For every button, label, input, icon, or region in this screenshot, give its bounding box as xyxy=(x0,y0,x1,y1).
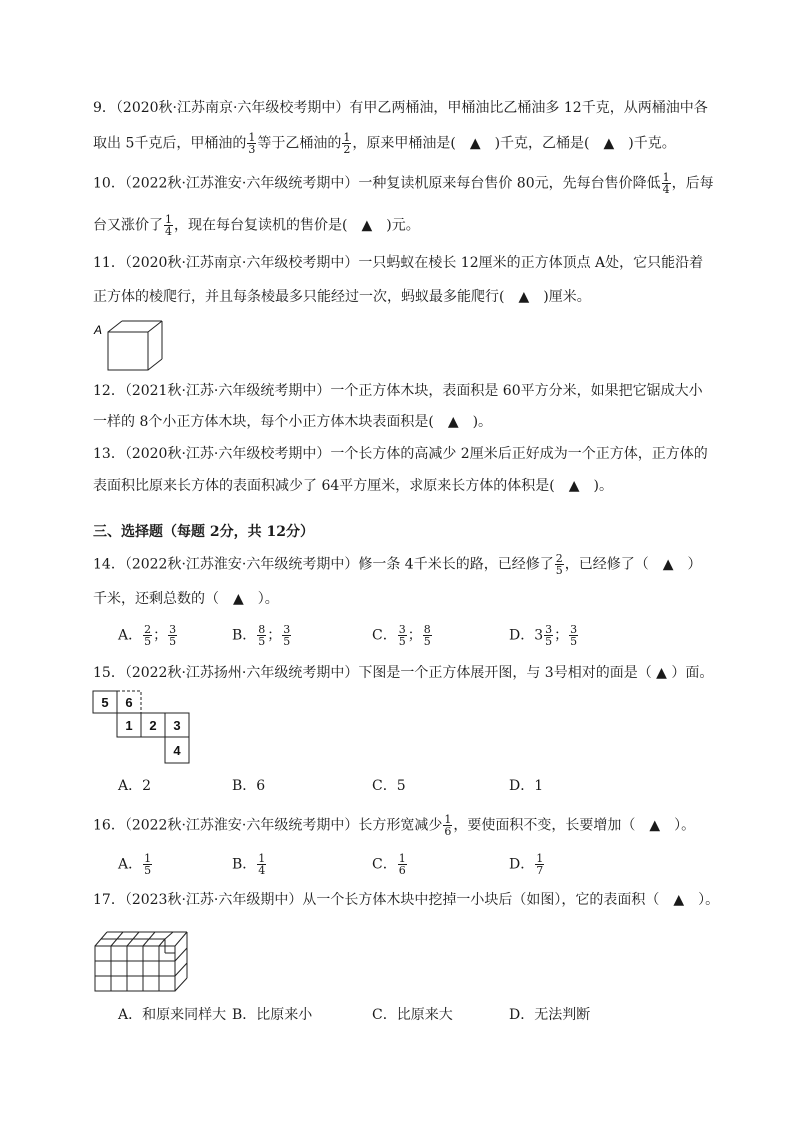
net-face-5: 5 xyxy=(101,695,109,710)
net-face-2: 2 xyxy=(149,718,157,733)
q13-line2: 表面积比原来长方体的表面积减少了 64平方厘米，求原来长方体的体积是( ▲ )。 xyxy=(93,478,613,494)
q16-text-a: 16．（2022秋·江苏淮安·六年级统考期中）长方形宽减少 xyxy=(93,817,443,834)
q9-fraction-2: $\frac{1}{2}$ xyxy=(343,131,351,156)
q16-option-c[interactable]: C． $\frac{1}{6}$ xyxy=(372,852,406,877)
q15-option-d[interactable]: D．1 xyxy=(509,778,544,794)
section-heading: 三、选择题（每题 2分，共 12分） xyxy=(93,524,314,540)
q14-option-c[interactable]: C． $\frac{3}{5}$ ； $\frac{8}{5}$ xyxy=(372,623,431,648)
q14-option-d[interactable]: D．3 $\frac{3}{5}$ ； $\frac{3}{5}$ xyxy=(509,623,578,648)
cuboid-cutout-figure xyxy=(93,926,193,994)
q15-option-b[interactable]: B．6 xyxy=(232,778,266,794)
q9-text-a: 取出 5千克后，甲桶油的 xyxy=(93,135,247,152)
q11-line1: 11．（2020秋·江苏南京·六年级校考期中）一只蚂蚁在棱长 12厘米的正方体顶点 A处，它只能沿着 xyxy=(93,255,704,271)
q17-option-b[interactable]: B．比原来小 xyxy=(232,1007,313,1023)
q16-fraction: $\frac{1}{6}$ xyxy=(444,813,452,838)
net-face-6: 6 xyxy=(125,695,133,710)
cube-vertex-label: A xyxy=(94,323,103,337)
q16-option-d[interactable]: D． $\frac{1}{7}$ xyxy=(509,852,544,877)
q17-option-c[interactable]: C．比原来大 xyxy=(372,1007,453,1023)
q9-fraction-1: $\frac{1}{3}$ xyxy=(248,131,256,156)
q13-line1: 13．（2020秋·江苏·六年级校考期中）一个长方体的高减少 2厘米后正好成为一个正方体，正方体的 xyxy=(93,446,708,462)
q16-text-b: ，要使面积不变，长要增加（ ▲ ）。 xyxy=(453,817,696,834)
q15-option-a[interactable]: A．2 xyxy=(118,778,152,794)
q10-line1 xyxy=(93,172,714,195)
q10-text-d: ，现在每台复读机的售价是( ▲ )元。 xyxy=(174,217,420,234)
q14-text-b: ，已经修了（ ▲ ） xyxy=(564,556,702,573)
q11-line2: 正方体的棱爬行，并且每条棱最多只能经过一次，蚂蚁最多能爬行( ▲ )厘米。 xyxy=(93,289,591,305)
q14-option-b[interactable]: B． $\frac{8}{5}$ ； $\frac{3}{5}$ xyxy=(232,623,291,648)
q10-fraction-1: $\frac{1}{4}$ xyxy=(662,171,670,196)
q12-line2: 一样的 8个小正方体木块，每个小正方体木块表面积是( ▲ )。 xyxy=(93,414,493,430)
q10-text-a: 10．（2022秋·江苏淮安·六年级统考期中）一种复读机原来每台售价 80元，先每台售价降低 xyxy=(93,175,661,192)
q14-text-a: 14．（2022秋·江苏淮安·六年级统考期中）修一条 4千米长的路，已经修了 xyxy=(93,556,554,573)
q15-option-c[interactable]: C．5 xyxy=(372,778,406,794)
q9-text-c: ，原来甲桶油是( ▲ )千克，乙桶是( ▲ )千克。 xyxy=(352,135,676,152)
net-face-3: 3 xyxy=(173,718,181,733)
q17-option-a[interactable]: A．和原来同样大 xyxy=(118,1007,227,1023)
q9-line2 xyxy=(93,132,676,155)
q10-line2 xyxy=(93,214,420,237)
q9-line1: 9．（2020秋·江苏南京·六年级校考期中）有甲乙两桶油，甲桶油比乙桶油多 12千克，从两桶油中各 xyxy=(93,100,708,116)
q10-fraction-2: $\frac{1}{4}$ xyxy=(165,213,172,238)
q14-line1 xyxy=(93,553,701,576)
q15-line1: 15．（2022秋·江苏扬州·六年级统考期中）下图是一个正方体展开图，与 3号相对的面是（ ▲ ）面。 xyxy=(93,665,714,681)
q10-text-b: ，后每 xyxy=(671,175,714,192)
net-face-4: 4 xyxy=(173,743,181,758)
q16-option-b[interactable]: B． $\frac{1}{4}$ xyxy=(232,852,266,877)
q10-text-c: 台又涨价了 xyxy=(93,217,163,234)
q16-line1 xyxy=(93,814,695,837)
q9-text-b: 等于乙桶油的 xyxy=(257,135,342,152)
cube-figure xyxy=(92,318,172,373)
q17-option-d[interactable]: D．无法判断 xyxy=(509,1007,591,1023)
q14-line2: 千米，还剩总数的（ ▲ ）。 xyxy=(93,591,279,607)
q17-line1: 17．（2023秋·江苏·六年级期中）从一个长方体木块中挖掉一小块后（如图），它的表面积（ ▲ ）。 xyxy=(93,892,720,908)
q16-option-a[interactable]: A． $\frac{1}{5}$ xyxy=(118,852,152,877)
q14-option-a[interactable]: A． $\frac{2}{5}$ ； $\frac{3}{5}$ xyxy=(118,623,177,648)
cube-net-figure xyxy=(92,690,202,770)
q14-fraction: $\frac{2}{5}$ xyxy=(555,552,563,577)
q12-line1: 12．（2021秋·江苏·六年级统考期中）一个正方体木块，表面积是 60平方分米，如果把它锯成大小 xyxy=(93,383,703,399)
net-face-1: 1 xyxy=(125,718,133,733)
